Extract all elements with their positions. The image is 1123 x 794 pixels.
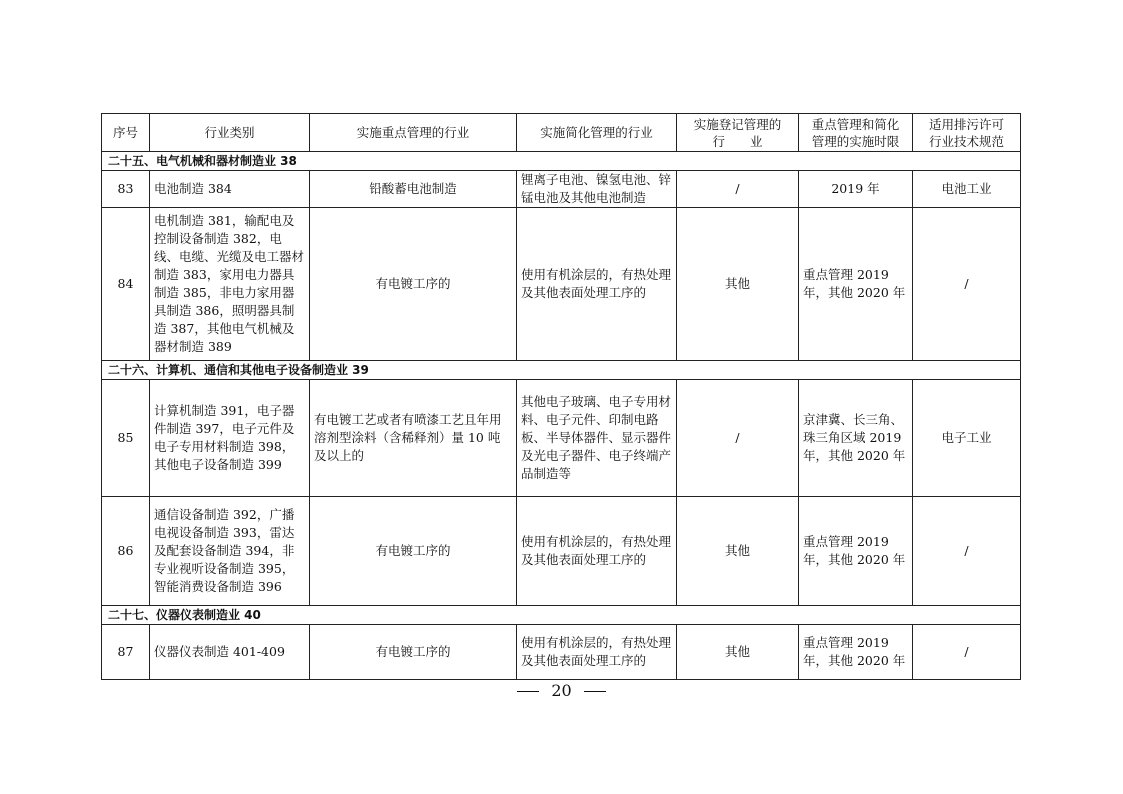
cell-timeline: 2019 年 <box>799 171 913 208</box>
cell-simplified-management: 锂离子电池、镍氢电池、锌锰电池及其他电池制造 <box>517 171 677 208</box>
table-row <box>102 171 1021 208</box>
cell-key-management: 有电镀工序的 <box>310 625 517 680</box>
cell-category: 计算机制造 391，电子器件制造 397，电子元件及电子专用材料制造 398，其他电子设备制造 399 <box>150 380 310 497</box>
cell-simplified-management: 其他电子玻璃、电子专用材料、电子元件、印制电路板、半导体器件、显示器件及光电子器件、电子终端产品制造等 <box>517 380 677 497</box>
cell-seq: 87 <box>102 625 150 680</box>
cell-registration: / <box>677 171 799 208</box>
cell-category: 仪器仪表制造 401-409 <box>150 625 310 680</box>
cell-technical-spec: / <box>913 497 1021 606</box>
table-row <box>102 208 1021 361</box>
cell-technical-spec: / <box>913 625 1021 680</box>
cell-seq: 83 <box>102 171 150 208</box>
section-row <box>102 152 1021 171</box>
page-number <box>0 680 1123 702</box>
cell-simplified-management: 使用有机涂层的，有热处理及其他表面处理工序的 <box>517 208 677 361</box>
header-category: 行业类别 <box>150 114 310 152</box>
cell-technical-spec: 电池工业 <box>913 171 1021 208</box>
cell-key-management: 有电镀工艺或者有喷漆工艺且年用溶剂型涂料（含稀释剂）量 10 吨及以上的 <box>310 380 517 497</box>
cell-registration: 其他 <box>677 208 799 361</box>
header-key-management: 实施重点管理的行业 <box>310 114 517 152</box>
header-simplified-management: 实施简化管理的行业 <box>517 114 677 152</box>
header-registration-line2: 行 业 <box>712 133 763 149</box>
table-row <box>102 380 1021 497</box>
section-row <box>102 606 1021 625</box>
header-row <box>102 114 1021 152</box>
section-row <box>102 361 1021 380</box>
permit-management-table <box>101 113 1021 680</box>
cell-category: 电机制造 381，输配电及控制设备制造 382，电线、电缆、光缆及电工器材制造 383，家用电力器具制造 385，非电力家用器具制造 386，照明器具制造 387，其他电气机械及器材制造 389 <box>150 208 310 361</box>
header-spec-line1: 适用排污许可 <box>928 116 1004 132</box>
cell-simplified-management: 使用有机涂层的，有热处理及其他表面处理工序的 <box>517 497 677 606</box>
header-timeline <box>799 114 913 152</box>
cell-key-management: 有电镀工序的 <box>310 497 517 606</box>
cell-timeline: 京津冀、长三角、珠三角区域 2019 年，其他 2020 年 <box>799 380 913 497</box>
header-timeline-line2: 管理的实施时限 <box>811 133 900 149</box>
cell-timeline: 重点管理 2019 年，其他 2020 年 <box>799 497 913 606</box>
cell-category: 通信设备制造 392，广播电视设备制造 393，雷达及配套设备制造 394，非专业视听设备制造 395，智能消费设备制造 396 <box>150 497 310 606</box>
header-spec-line2: 行业技术规范 <box>928 133 1004 149</box>
cell-timeline: 重点管理 2019 年，其他 2020 年 <box>799 208 913 361</box>
section-title: 二十六、计算机、通信和其他电子设备制造业 39 <box>102 361 1021 380</box>
cell-key-management: 铅酸蓄电池制造 <box>310 171 517 208</box>
cell-registration: 其他 <box>677 625 799 680</box>
cell-seq: 84 <box>102 208 150 361</box>
cell-technical-spec: 电子工业 <box>913 380 1021 497</box>
page-dash-left <box>517 691 539 692</box>
cell-registration: / <box>677 380 799 497</box>
table-row <box>102 625 1021 680</box>
cell-seq: 85 <box>102 380 150 497</box>
section-title: 二十五、电气机械和器材制造业 38 <box>102 152 1021 171</box>
cell-technical-spec: / <box>913 208 1021 361</box>
header-registration-line1: 实施登记管理的 <box>693 116 782 132</box>
cell-timeline: 重点管理 2019 年，其他 2020 年 <box>799 625 913 680</box>
cell-registration: 其他 <box>677 497 799 606</box>
cell-category: 电池制造 384 <box>150 171 310 208</box>
cell-simplified-management: 使用有机涂层的，有热处理及其他表面处理工序的 <box>517 625 677 680</box>
page-dash-right <box>584 691 606 692</box>
cell-key-management: 有电镀工序的 <box>310 208 517 361</box>
header-seq: 序号 <box>102 114 150 152</box>
header-technical-spec <box>913 114 1021 152</box>
table-row <box>102 497 1021 606</box>
header-registration <box>677 114 799 152</box>
page-number-text: 20 <box>551 681 572 700</box>
header-timeline-line1: 重点管理和简化 <box>811 116 900 132</box>
section-title: 二十七、仪器仪表制造业 40 <box>102 606 1021 625</box>
cell-seq: 86 <box>102 497 150 606</box>
